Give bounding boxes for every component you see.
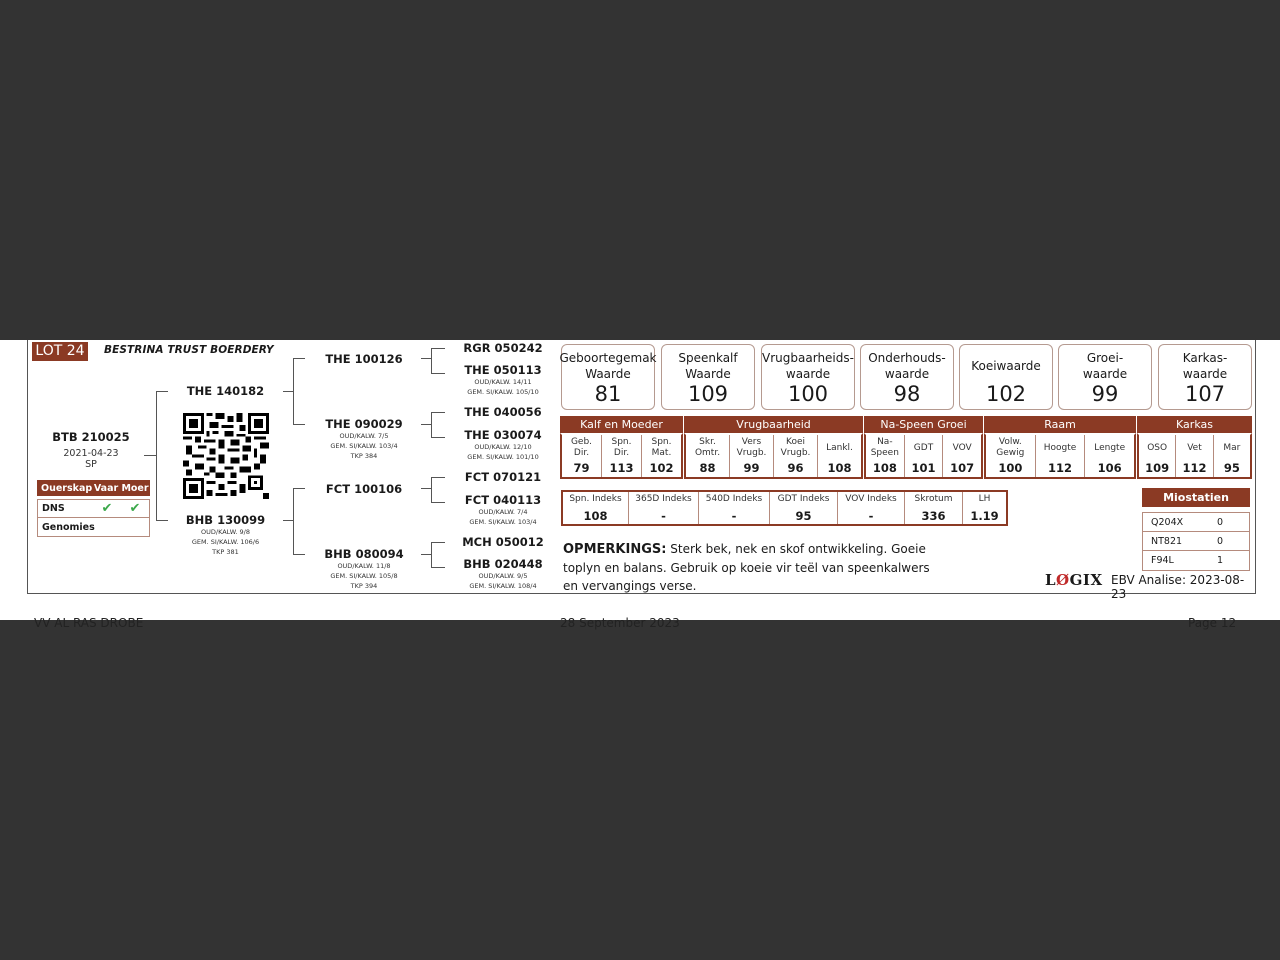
ebv-group-carcass [1137,416,1252,479]
pedigree-connector [293,488,294,554]
pedigree-id: THE 100126 [325,352,403,366]
index-cell [699,492,770,524]
pedigree-connector [421,424,431,425]
value-box-label: waarde [1082,367,1128,381]
parentage-header [37,480,150,496]
parentage-row-label: DNS [42,503,65,514]
ebv-value: 100 [998,461,1023,475]
ebv-value: 102 [649,461,674,475]
logo-letter: Ø [1056,571,1070,589]
index-label: GDT Indeks [777,494,830,504]
ebv-value: 88 [699,461,716,475]
pedigree-connector [431,412,432,437]
index-value: 108 [583,509,608,523]
value-box-label: Karkas- [1182,351,1228,365]
pedigree-sd-sire [458,405,548,419]
ebv-value: 112 [1048,461,1073,475]
value-box-carcass [1158,344,1252,410]
pedigree-weaning: GEM. SI/KALW. 103/4 [469,518,537,526]
myostatin-value: 0 [1216,516,1224,528]
ebv-cell [818,435,861,477]
ebv-label: Vers [741,437,762,447]
animal-id: BTB 210025 [52,430,130,444]
value-box-label: waarde [1182,367,1228,381]
value-box-value: 98 [893,382,921,406]
pedigree-connector [431,477,432,502]
pedigree-connector [156,520,168,521]
parentage-row-dns [38,500,149,518]
ebv-cell [1036,435,1086,477]
value-box-value: 109 [687,382,729,406]
pedigree-connector [421,358,431,359]
pedigree-connector [431,412,445,413]
myostatin-gene: F94L [1151,555,1174,566]
ebv-label: Lengte [1094,442,1126,453]
ebv-analysis-date: EBV Analise: 2023-08-23 [1111,573,1245,601]
pedigree-connector [156,391,168,392]
index-cell [963,492,1006,524]
pedigree-connector [421,554,431,555]
index-value: - [868,509,874,523]
pedigree-calving: OUD/KALW. 7/4 [478,508,528,516]
myostatin-gene: NT821 [1151,535,1183,547]
pedigree-weaning: GEM. SI/KALW. 101/10 [467,453,539,461]
ebv-value: 95 [1223,461,1240,475]
ebv-label: Hoogte [1043,442,1077,453]
index-cell [629,492,699,524]
ebv-label: OSO [1147,442,1168,453]
pedigree-dam-sire [304,482,424,496]
pedigree-id: THE 040056 [464,405,542,419]
remarks-label: OPMERKINGS: [563,542,667,557]
ebv-label: Lankl. [826,442,853,453]
pedigree-id: THE 090029 [325,417,403,431]
footer-page: Page 12 [1188,616,1237,630]
ebv-label: Vrugb. [780,448,811,458]
value-box-cow [959,344,1053,410]
value-box-label: Vrugbaarheids- [762,351,854,365]
pedigree-dd-sire [458,535,548,549]
pedigree-dd-dam [458,557,548,591]
myostatin-value: 0 [1216,535,1224,547]
pedigree-calving: OUD/KALW. 11/8 [337,562,391,570]
value-box-label: Koeiwaarde [971,359,1041,373]
check-icon: ✔ [101,501,113,516]
pedigree-id: BHB 020448 [463,557,543,571]
ebv-cell [774,435,818,477]
myostatin-gene: Q204X [1151,516,1184,528]
pedigree-calving: OUD/KALW. 14/11 [474,378,532,386]
pedigree-sire: THE 140182 [186,384,265,398]
index-label: Spn. Indeks [569,494,622,504]
pedigree-weaning: GEM. SI/KALW. 108/4 [469,582,537,590]
value-box-label: Waarde [585,367,631,381]
ebv-cell [986,435,1036,477]
value-box-value: 99 [1091,382,1119,406]
pedigree-connector [283,520,293,521]
ebv-group-title: Na-Speen Groei [864,416,983,433]
ebv-cell [686,435,730,477]
ebv-cell [602,435,642,477]
index-cell [770,492,838,524]
parentage-header-dam: Moer [121,482,149,494]
ebv-value: 106 [1097,461,1122,475]
pedigree-sire-dam [304,417,424,461]
pedigree-id: THE 030074 [464,428,542,442]
index-label: LH [978,494,991,504]
ebv-value: 99 [743,461,760,475]
pedigree-icp: TKP 384 [350,452,378,460]
pedigree-ss-sire [458,341,548,355]
ebv-value: 79 [573,461,590,475]
pedigree-connector [431,542,445,543]
pedigree-id: THE 050113 [464,363,542,377]
pedigree-connector [293,358,294,424]
value-box-value: 107 [1184,382,1226,406]
value-box-fertility [761,344,855,410]
ebv-group-post-weaning [864,416,983,479]
ebv-label: Vrugb. [736,448,767,458]
footer-left: VV AL RAS DROBE [34,616,144,630]
ebv-cell [642,435,681,477]
pedigree-dam-id: BHB 130099 [185,513,266,527]
farm-name: BESTRINA TRUST BOERDERY [104,344,274,356]
myostatin-table [1142,488,1250,571]
ebv-label: Mar [1223,442,1241,453]
ebv-value: 108 [827,461,852,475]
pedigree-weaning: GEM. SI/KALW. 105/8 [330,572,398,580]
myostatin-title: Miostatien [1142,488,1250,507]
ebv-group-title: Kalf en Moeder [560,416,683,433]
qr-code[interactable] [183,413,269,499]
ebv-cell [905,435,944,477]
ebv-value: 96 [787,461,804,475]
pedigree-connector [431,437,445,438]
index-value: 336 [921,509,946,523]
value-box-label: Onderhouds- [868,351,946,365]
ebv-group-frame [984,416,1136,479]
pedigree-ds-dam [458,493,548,527]
pedigree-dam-dam [304,547,424,591]
ebv-group-title: Vrugbaarheid [684,416,863,433]
pedigree-connector [431,502,445,503]
ebv-group-calf-dam [560,416,683,479]
parentage-table [37,480,150,537]
pedigree-sire-sire [304,352,424,366]
myostatin-value: 1 [1216,555,1224,566]
ebv-value: 112 [1182,461,1207,475]
value-box-label: Waarde [685,367,731,381]
pedigree-ss-dam [458,363,548,397]
pedigree-weaning: GEM. SI/KALW. 105/10 [467,388,539,396]
ebv-value: 101 [911,461,936,475]
pedigree-connector [431,348,432,373]
catalogue-page [0,340,1280,630]
pedigree-icp: TKP 394 [350,582,378,590]
index-label: 365D Indeks [635,494,692,504]
parentage-header-label: Ouerskap [41,482,93,494]
ebv-value: 107 [950,461,975,475]
ebv-cell [1214,435,1250,477]
ebv-group-title: Karkas [1137,416,1252,433]
pedigree-id: FCT 040113 [464,493,542,507]
parentage-row-label: Genomies [42,521,95,533]
pedigree-calving: OUD/KALW. 12/10 [474,443,532,451]
pedigree-dam-icp: TKP 381 [212,548,239,556]
ebv-label: VOV [952,442,972,453]
index-label: 540D Indeks [705,494,763,504]
ebv-label: Koei [785,437,805,447]
pedigree-connector [156,391,157,520]
ebv-cell [562,435,602,477]
index-label: Skrotum [914,494,953,504]
ebv-cell [943,435,981,477]
myostatin-row [1143,532,1249,551]
ebv-value: 109 [1145,461,1170,475]
pedigree-id: FCT 070121 [464,470,542,484]
pedigree-calving: OUD/KALW. 7/5 [339,432,389,440]
pedigree-calving: OUD/KALW. 9/5 [478,572,528,580]
index-cell [838,492,905,524]
pedigree-ds-sire [458,470,548,484]
lot-badge: LOT 24 [32,342,88,361]
remarks-text: Sterk bek, nek en skof ontwikkeling. Goeie toplyn en balans. Gebruik op koeie vir teël van speenkalwers en vervangings verse. [563,542,930,593]
index-value: - [731,509,737,523]
value-box-label: Groei- [1086,351,1124,365]
parentage-row-genomic [38,518,149,536]
pedigree-connector [144,455,156,456]
ebv-label: Spn. [611,437,632,447]
myostatin-row [1143,513,1249,532]
lot-card [27,340,1256,601]
value-box-weaner [661,344,755,410]
value-box-label: Speenkalf [678,351,738,365]
ebv-label: Speen [870,448,899,458]
pedigree-connector [431,477,445,478]
index-value: 95 [795,509,812,523]
remarks [563,540,943,595]
pedigree-dam-calving: OUD/KALW. 9/8 [201,528,250,536]
index-value: - [661,509,666,523]
ebv-cell [1139,435,1176,477]
ebv-label: Geb. [570,437,593,447]
value-box-growth [1058,344,1152,410]
index-cell [563,492,629,524]
ebv-cell [730,435,774,477]
myostatin-row [1143,551,1249,570]
pedigree-id: RGR 050242 [463,341,543,355]
ebv-label: Omtr. [694,448,721,458]
index-cell [905,492,963,524]
ebv-value: 108 [872,461,897,475]
parentage-header-sire: Vaar [93,482,119,494]
pedigree-id: FCT 100106 [325,482,403,496]
logix-logo [1045,571,1103,589]
ebv-cell [866,435,905,477]
animal-code: SP [85,459,97,470]
pedigree-connector [431,542,432,567]
value-box-label: Geboortegemak [559,351,657,365]
ebv-group-title: Raam [984,416,1136,433]
ebv-group-fertility [684,416,863,479]
pedigree-connector [431,373,445,374]
pedigree-connector [431,567,445,568]
check-icon: ✔ [129,501,141,516]
value-box-label: waarde [884,367,930,381]
value-box-value: 81 [594,382,622,406]
footer-date: 28 September 2023 [560,616,680,630]
value-box-maintenance [860,344,954,410]
ebv-label: Dir. [573,448,590,458]
value-box-value: 100 [787,382,829,406]
pedigree-id: MCH 050012 [462,535,544,549]
ebv-label: Volw. [998,437,1022,447]
pedigree-sd-dam [458,428,548,462]
pedigree-id: BHB 080094 [324,547,404,561]
value-box-value: 102 [985,382,1027,406]
pedigree-connector [283,391,293,392]
ebv-cell [1085,435,1134,477]
logo-letter: GIX [1069,571,1103,589]
index-value: 1.19 [970,509,999,523]
ebv-cell [1176,435,1213,477]
ebv-label: Vet [1187,442,1202,453]
ebv-label: Gewig [996,448,1025,458]
index-table [561,490,1008,526]
pedigree-connector [431,348,445,349]
ebv-value: 113 [609,461,634,475]
ebv-label: Spn. [651,437,672,447]
pedigree-dam [168,513,283,557]
pedigree-connector [421,488,431,489]
pedigree-weaning: GEM. SI/KALW. 103/4 [330,442,398,450]
animal-birth-date: 2021-04-23 [63,448,119,459]
ebv-label: Skr. [699,437,716,447]
value-box-label: waarde [785,367,831,381]
ebv-label: Dir. [613,448,630,458]
logo-letter: L [1045,571,1057,589]
pedigree-dam-weaning: GEM. SI/KALW. 106/6 [191,538,260,546]
value-box-calving-ease [561,344,655,410]
ebv-label: Mat. [651,448,672,458]
index-label: VOV Indeks [845,494,897,504]
ebv-label: GDT [913,442,934,453]
ebv-label: Na- [877,437,893,447]
